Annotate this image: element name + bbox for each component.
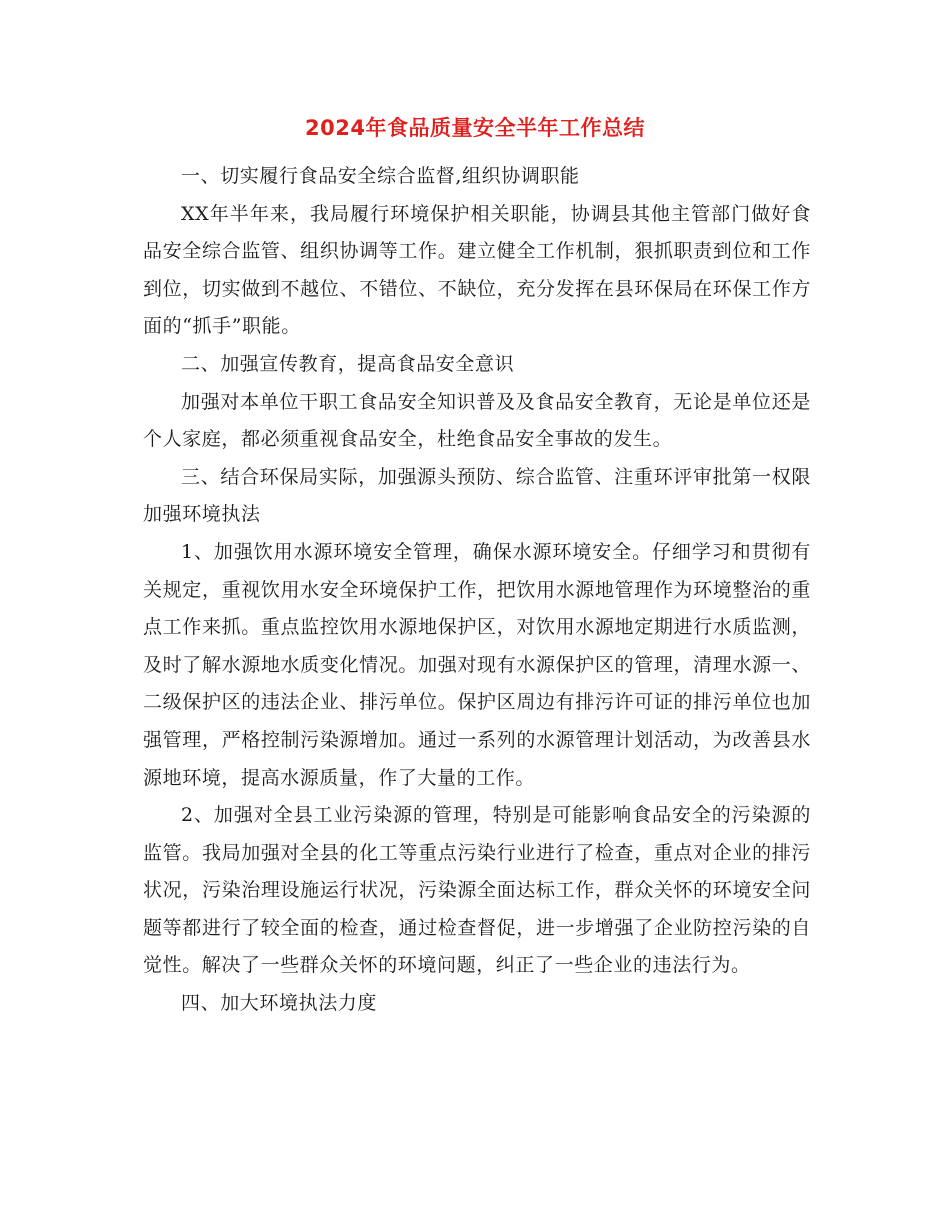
paragraph-4: 2、加强对全县工业污染源的管理，特别是可能影响食品安全的污染源的监管。我局加强对全县的化工等重点污染行业进行了检查，重点对企业的排污状况，污染治理设施运行状况，污染源全面达标工作，群众关怀的环境安全问题等都进行了较全面的检查，通过检查督促，进一步增强了企业防控污染的自觉性。解决了一些群众关怀的环境问题，纠正了一些企业的违法行为。 bbox=[143, 804, 811, 977]
paragraph-2: 加强对本单位干职工食品安全知识普及及食品安全教育，无论是单位还是个人家庭，都必须重视食品安全，杜绝食品安全事故的发生。 bbox=[143, 390, 811, 451]
paragraph-1: XX年半年来，我局履行环境保护相关职能，协调县其他主管部门做好食品安全综合监管、组织协调等工作。建立健全工作机制，狠抓职责到位和工作到位，切实做到不越位、不错位、不缺位，充分发挥在县环保局在环保工作方面的“抓手”职能。 bbox=[143, 202, 811, 338]
document-title: 2024年食品质量安全半年工作总结 bbox=[305, 116, 645, 140]
document-body bbox=[143, 158, 811, 1023]
paragraph-3: 1、加强饮用水源环境安全管理，确保水源环境安全。仔细学习和贯彻有关规定，重视饮用水安全环境保护工作，把饮用水源地管理作为环境整治的重点工作来抓。重点监控饮用水源地保护区，对饮用水源地定期进行水质监测，及时了解水源地水质变化情况。加强对现有水源保护区的管理，清理水源一、二级保护区的违法企业、排污单位。保护区周边有排污许可证的排污单位也加强管理，严格控制污染源增加。通过一系列的水源管理计划活动，为改善县水源地环境，提高水源质量，作了大量的工作。 bbox=[143, 540, 811, 789]
section-heading-4: 四、加大环境执法力度 bbox=[181, 992, 378, 1015]
section-heading-1: 一、切实履行食品安全综合监督,组织协调职能 bbox=[181, 165, 580, 187]
section-heading-2: 二、加强宣传教育，提高食品安全意识 bbox=[181, 352, 515, 375]
section-heading-3: 三、结合环保局实际，加强源头预防、综合监管、注重环评审批第一权限加强环境执法 bbox=[143, 465, 811, 526]
